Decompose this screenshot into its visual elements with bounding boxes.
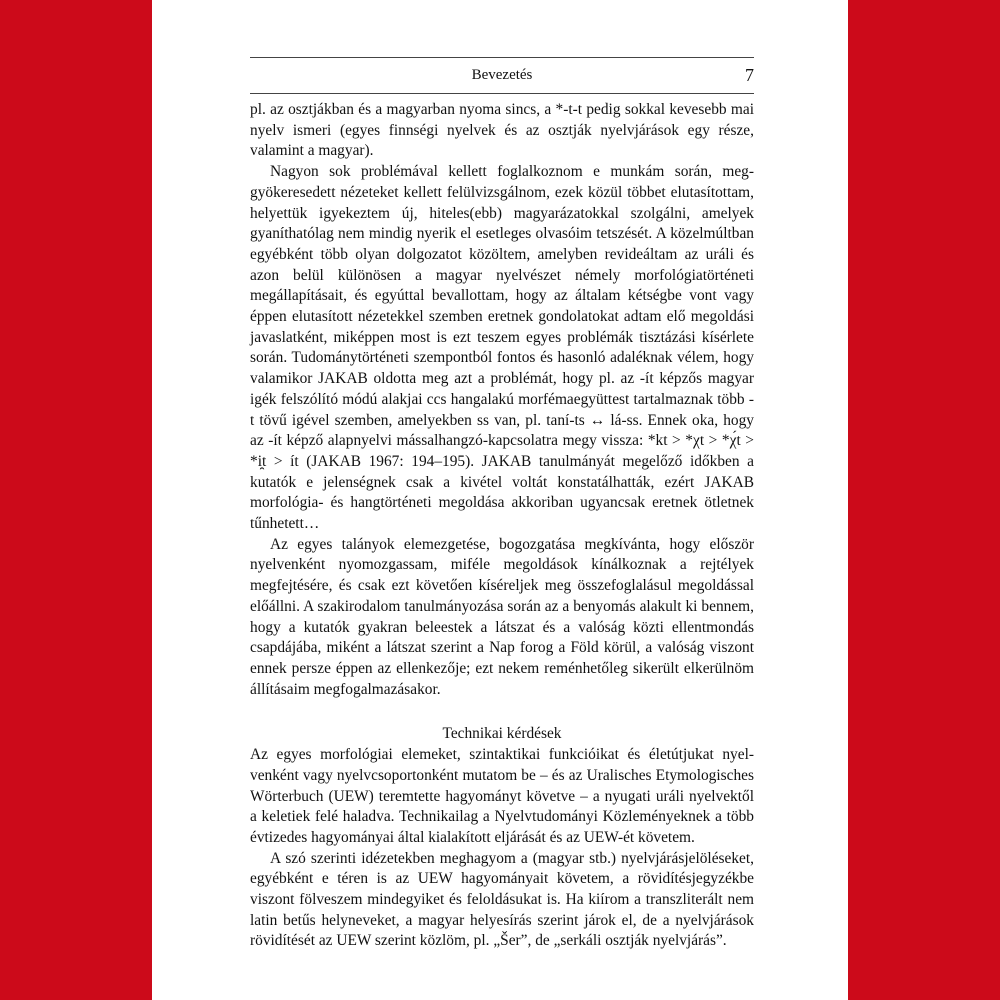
paragraph-3: Az egyes talányok elemezgetése, bogozgatása megkívánta, hogy először nyelvenként nyomozgassam, miféle megoldások kínálkoznak a rejtélyek megfejtésére, és csak ezt követően kíséreljek meg összefoglalásul megoldással előállni. A szakirodalom tanulmányozása során az a benyomás alakult ki bennem, hogy a kutatók gyakran beleestek a látszat és a valóság közti ellentmondás csapdájába, miként a látszat szerint a Nap forog a Föld körül, a valóság viszont ennek persze éppen az ellenkezője; ezt nekem reménhetőleg sikerült elkerülnöm állításaim megfogalmazásakor. — [250, 535, 754, 698]
section-heading: Technikai kérdések — [442, 725, 562, 743]
header-top-rule — [250, 57, 754, 58]
running-title: Bevezetés — [471, 67, 533, 83]
paragraph-2: Nagyon sok problémával kellett foglalkoznom e munkám során, meggyökeresedett nézeteket kellett felülvizsgálnom, ezek közül többet elutasítottam, helyettük igyekeztem új, hiteles(ebb) magyarázatokkal szolgálni, amelyek gyaníthatólag nem mindig nyerik el esetleges olvasóim tetszését. A közelmúltban egyébként több olyan dolgozatot közöltem, amelyben revideáltam az uráli és azon belül különösen a magyar nyelvészet némely morfológiatörténeti megállapításait, és egyúttal bevallottam, hogy az általam kétségbe vont vagy éppen elutasított nézetekkel szemben eretnek gondolatokat adtam elő megoldási javaslatként, miképpen most is ezt teszem egyes problémák tisztázási kísérlete során. Tudománytörténeti szempontból fontos és hasonló adaléknak vélem, hogy valamikor JAKAB oldotta meg azt a problémát, hogy pl. az -ít képzős magyar igék felszólító módú alakjai ccs hangalakú morfémaegyüttest tartalmaznak több -t tövű igével szemben, amelyekben ss van, pl. taní-ts ↔ lá-ss. Ennek oka, hogy az -ít képző alapnyelvi mássalhangzó-kapcsolatra megy vissza: *kt > *χt > *χ́t > *i̯t > ít (JAKAB 1967: 194–195). JAKAB tanulmányát megelőző időkben a kutatók e jelenségnek csak a kivétel voltát konstatálhatták, ezért JAKAB morfológia- és hangtörténeti megoldása akkoriban ugyancsak eretnek ötletnek tűnhetett… — [250, 163, 754, 533]
paragraph-5: A szó szerinti idézetekben meghagyom a (magyar stb.) nyelvjárásjelöléseket, egyébként e téren is az UEW hagyományait követem, a rövidítésjegyzékbe viszont fölveszem mindegyiket és feloldásukat is. Ha kiírom a transzliterált nem latin betűs helyneveket, a magyar helyesírás szerint járok el, de a nyelvjárások rövidítését az UEW szerint közlöm, pl. „Šer”, de „serkáli osztják nyelvjárás”. — [250, 849, 754, 950]
running-header — [250, 64, 754, 86]
left-red-border — [0, 0, 152, 1000]
page-number: 7 — [745, 65, 754, 85]
paragraph-1: pl. az osztjákban és a magyarban nyoma sincs, a *-t-t pedig sokkal kevesebb mai nyelv ismeri (egyes finnségi nyelvek és az osztják nyelvjárások egy része, valamint a magyar). — [250, 101, 754, 160]
right-red-border — [848, 0, 1000, 1000]
page-body — [250, 100, 754, 952]
paragraph-4: Az egyes morfológiai elemeket, szintaktikai funkcióikat és életútjukat nyelvenként vagy nyelvcsoportonként mutatom be – és az Uralisches Etymologisches Wörterbuch (UEW) teremtette hagyományt követve – a nyugati uráli nyelvektől a keletiek felé haladva. Technikailag a Nyelvtudományi Közleményeknek a több évtizedes hagyományai által kialakított eljárását és az UEW-ét követem. — [250, 746, 754, 846]
header-bottom-rule — [250, 93, 754, 94]
